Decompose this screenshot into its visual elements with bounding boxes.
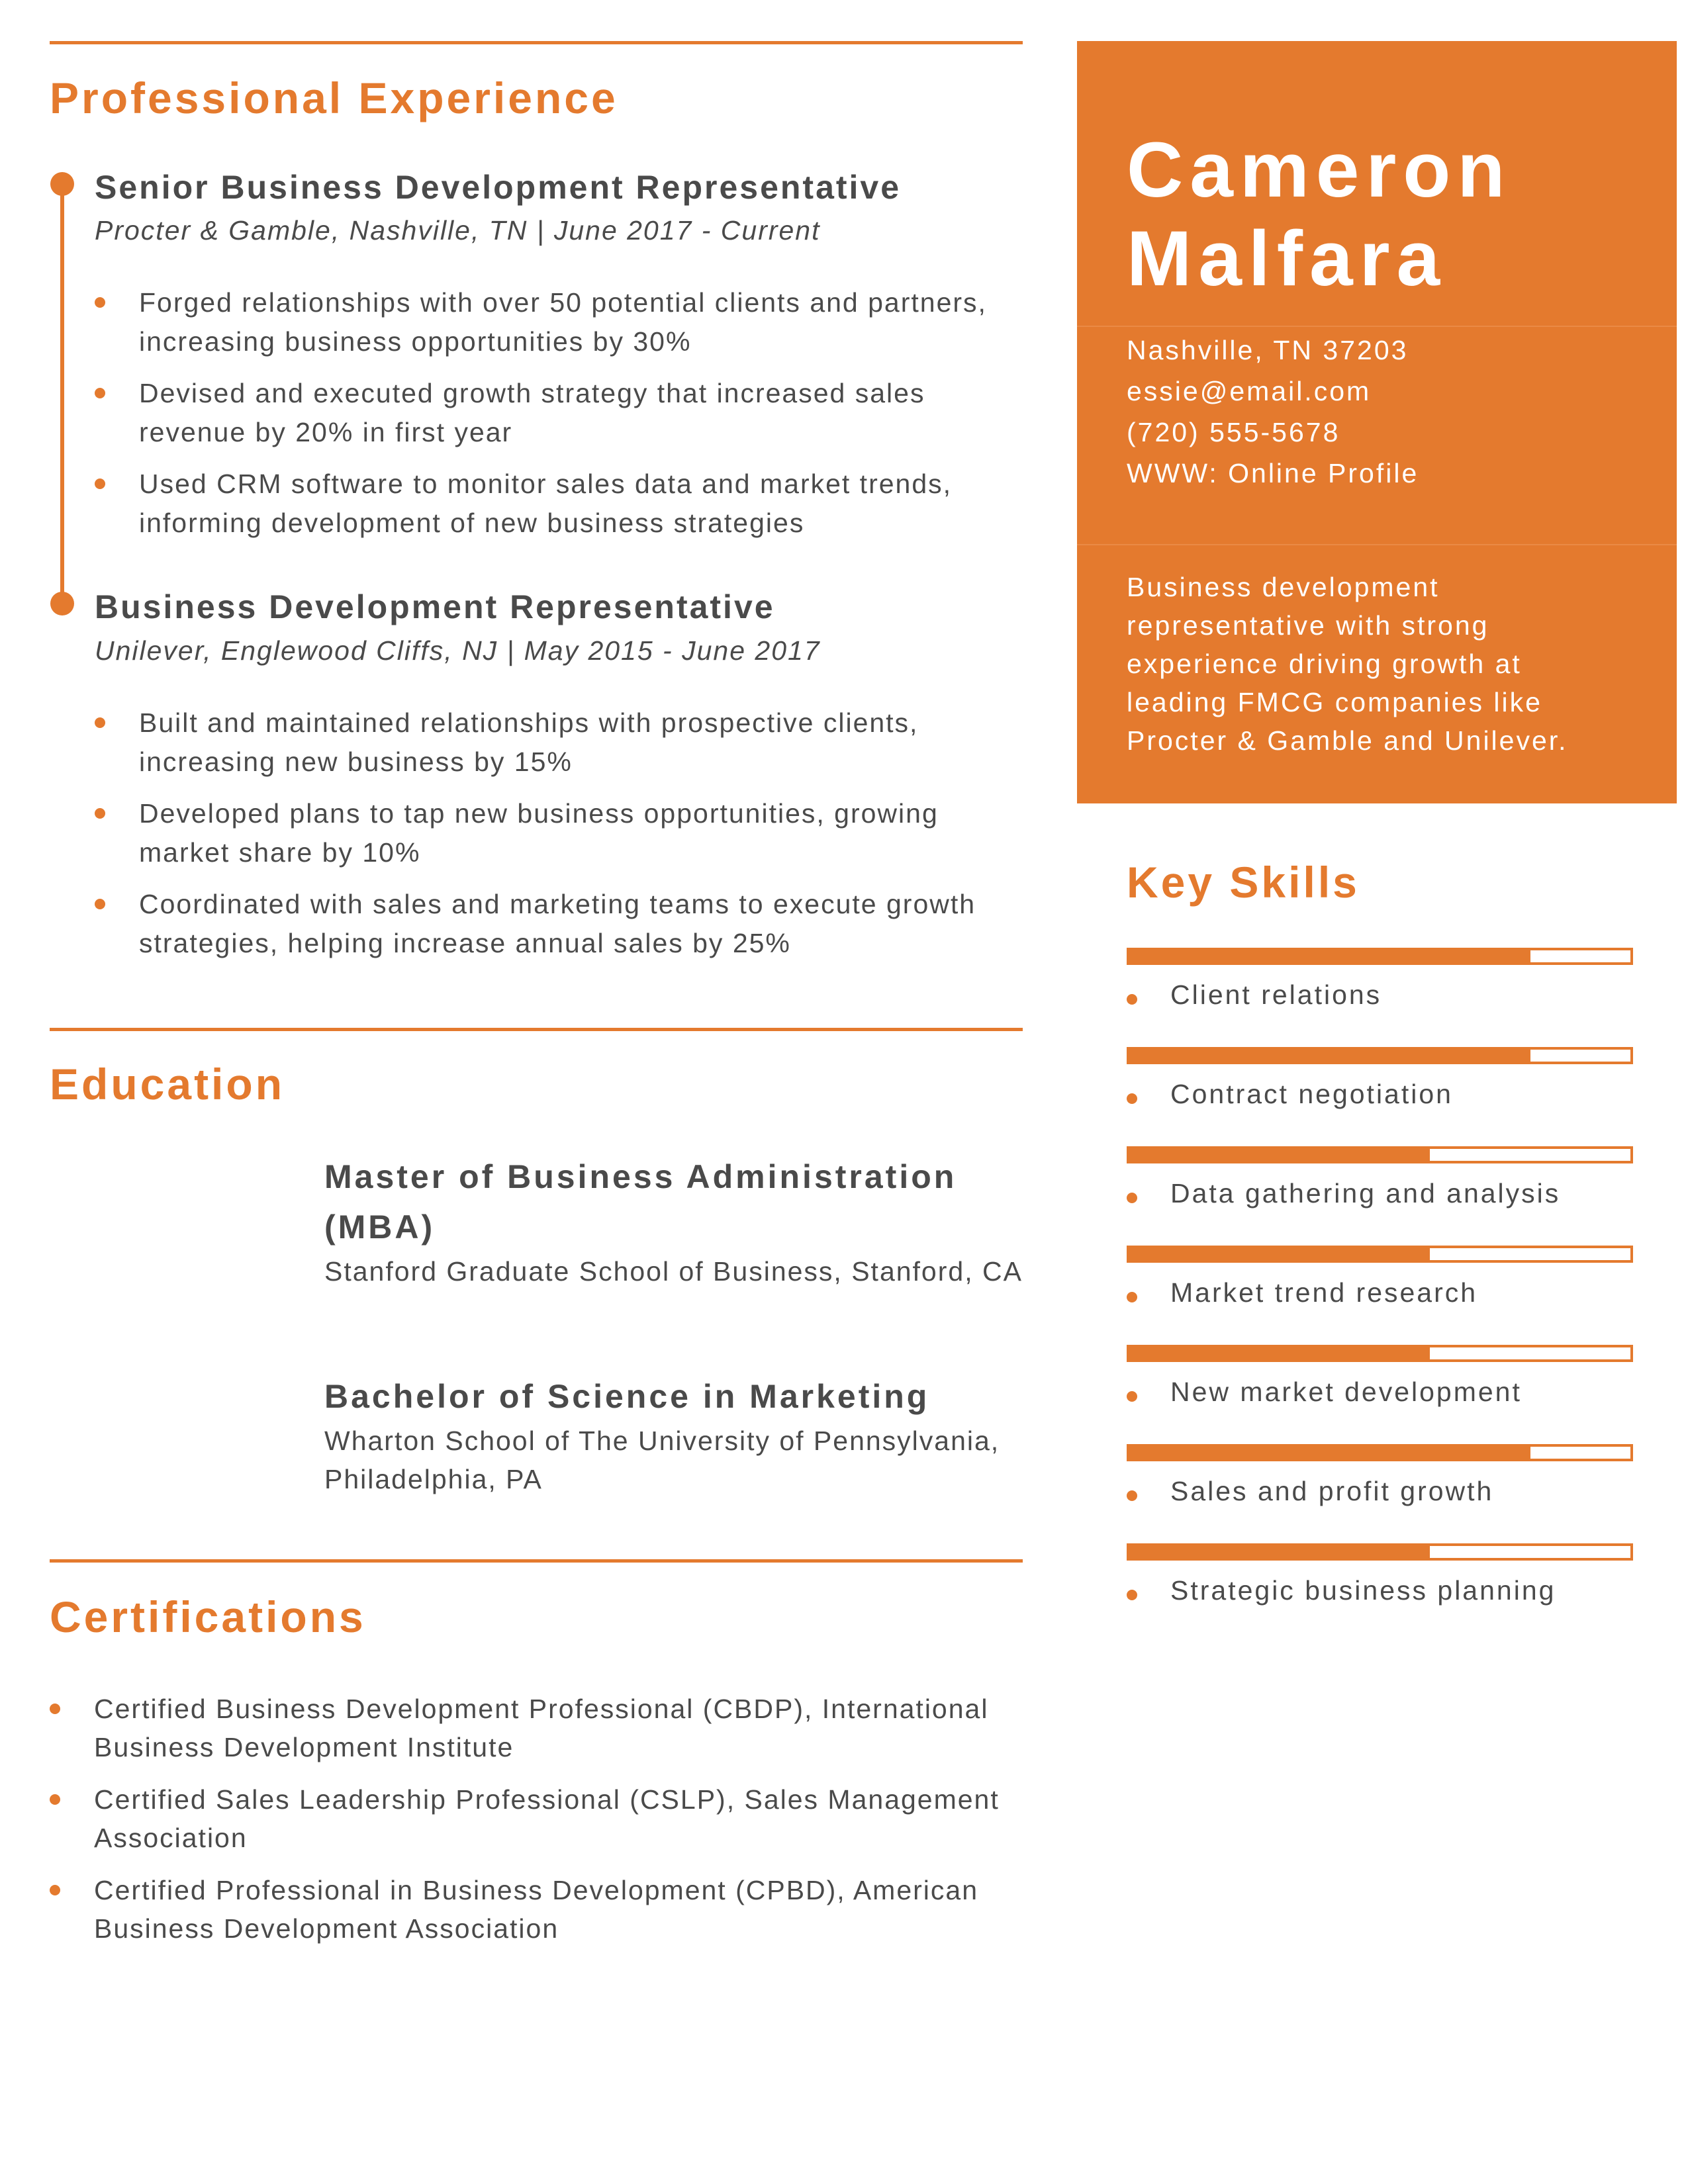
skill-level-fill [1129,1447,1530,1459]
skill-label: Client relations [1170,979,1382,1010]
job-bullets-1 [95,283,1028,555]
list-item [95,704,1028,782]
timeline-dot-2 [50,592,74,615]
school-name: Wharton School of The University of Pennsylvania, Philadelphia, PA [324,1426,1000,1494]
degree-title: Master of Business Administration (MBA) [324,1158,957,1246]
skill-level-fill [1129,950,1530,962]
bullet-dot [50,1885,60,1895]
job-location-dates-1: , Nashville, TN | June 2017 - Current [331,215,821,246]
list-item [95,465,1028,543]
skill-level-bar [1127,1345,1633,1362]
experience-heading: Professional Experience [50,73,618,122]
bullet-dot [1127,1193,1137,1203]
skill-level-fill [1129,1050,1530,1062]
cert-text: Certified Professional in Business Development (CPBD), American Business Development Association [94,1875,979,1944]
cert-text: Certified Business Development Professional (CBDP), International Business Development Institute [94,1694,989,1762]
list-item [95,794,1028,872]
bullet-dot [95,388,105,398]
skill-label: New market development [1170,1377,1522,1407]
contact-block [1127,330,1419,494]
skill-item [1127,1047,1633,1140]
phone: (720) 555-5678 [1127,417,1340,447]
certifications-list [50,1690,1036,1962]
job-meta-1 [95,215,821,246]
address: Nashville, TN 37203 [1127,335,1409,365]
bullet-dot [50,1704,60,1714]
list-item [50,1871,1036,1948]
education-top-rule [50,1028,1023,1031]
bullet-dot [95,297,105,308]
skill-level-fill [1129,1347,1430,1359]
email-link[interactable]: essie@email.com [1127,376,1372,406]
job-location-dates-2: , Englewood Cliffs, NJ | May 2015 - June 2017 [203,635,821,666]
bullet-dot [1127,1292,1137,1302]
experience-top-rule [50,41,1023,44]
bullet-text: Devised and executed growth strategy that increased sales revenue by 20% in first year [139,378,925,447]
candidate-name [1127,126,1511,303]
first-name: Cameron [1127,126,1512,214]
profile-summary: Business development representative with strong experience driving growth at leading FMCG companies like Procter & Gamble and Unilever. [1127,572,1568,756]
certifications-heading: Certifications [50,1592,366,1641]
bullet-dot [95,478,105,489]
skill-item [1127,1146,1633,1239]
skill-item [1127,948,1633,1040]
skill-level-fill [1129,1149,1430,1161]
degree-title: Bachelor of Science in Marketing [324,1378,930,1415]
bullet-dot [1127,1391,1137,1402]
school-name: Stanford Graduate School of Business, Stanford, CA [324,1256,1023,1287]
skill-level-fill [1129,1248,1430,1260]
certifications-top-rule [50,1559,1023,1563]
skill-level-bar [1127,1444,1633,1461]
bullet-dot [95,899,105,909]
job-title-1: Senior Business Development Representative [95,169,902,206]
last-name: Malfara [1127,215,1447,302]
job-company-2: Unilever [95,635,204,666]
skill-label: Data gathering and analysis [1170,1178,1561,1208]
job-company-1: Procter & Gamble [95,215,332,246]
skill-level-bar [1127,1543,1633,1561]
skill-item [1127,1543,1633,1636]
list-item [95,885,1028,963]
job-title-2: Business Development Representative [95,588,775,625]
sidebar-divider [1077,326,1677,327]
skill-level-bar [1127,948,1633,965]
education-item-1 [324,1152,1026,1291]
skill-level-bar [1127,1146,1633,1163]
bullet-text: Forged relationships with over 50 potential clients and partners, increasing business opportunities by 30% [139,287,987,357]
bullet-dot [1127,994,1137,1005]
timeline-dot-1 [50,172,74,196]
skill-level-fill [1129,1546,1430,1558]
skill-label: Market trend research [1170,1277,1478,1308]
skill-label: Contract negotiation [1170,1079,1453,1109]
skill-level-bar [1127,1047,1633,1064]
bullet-dot [95,808,105,819]
skill-item [1127,1345,1633,1437]
job-meta-2 [95,635,821,666]
education-heading: Education [50,1060,285,1109]
cert-text: Certified Sales Leadership Professional (CSLP), Sales Management Association [94,1784,1000,1853]
list-item [50,1780,1036,1857]
experience-timeline [60,184,64,597]
profile-sidebar [1077,41,1677,803]
skill-item [1127,1246,1633,1338]
bullet-dot [1127,1590,1137,1600]
skill-label: Strategic business planning [1170,1575,1556,1606]
skills-heading: Key Skills [1127,858,1360,907]
bullet-dot [1127,1093,1137,1104]
bullet-text: Used CRM software to monitor sales data and market trends, informing development of new business strategies [139,469,953,538]
list-item [50,1690,1036,1766]
bullet-text: Coordinated with sales and marketing teams to execute growth strategies, helping increase annual sales by 25% [139,889,976,958]
bullet-text: Developed plans to tap new business opportunities, growing market share by 10% [139,798,939,868]
skill-label: Sales and profit growth [1170,1476,1494,1506]
skill-level-bar [1127,1246,1633,1263]
sidebar-divider [1077,544,1677,545]
list-item [95,283,1028,361]
bullet-dot [1127,1490,1137,1501]
job-bullets-2 [95,704,1028,976]
bullet-text: Built and maintained relationships with prospective clients, increasing new business by 15% [139,707,919,777]
bullet-dot [50,1794,60,1805]
website-link[interactable]: WWW: Online Profile [1127,458,1419,488]
education-item-2 [324,1371,1026,1498]
list-item [95,374,1028,452]
bullet-dot [95,717,105,728]
skill-item [1127,1444,1633,1537]
